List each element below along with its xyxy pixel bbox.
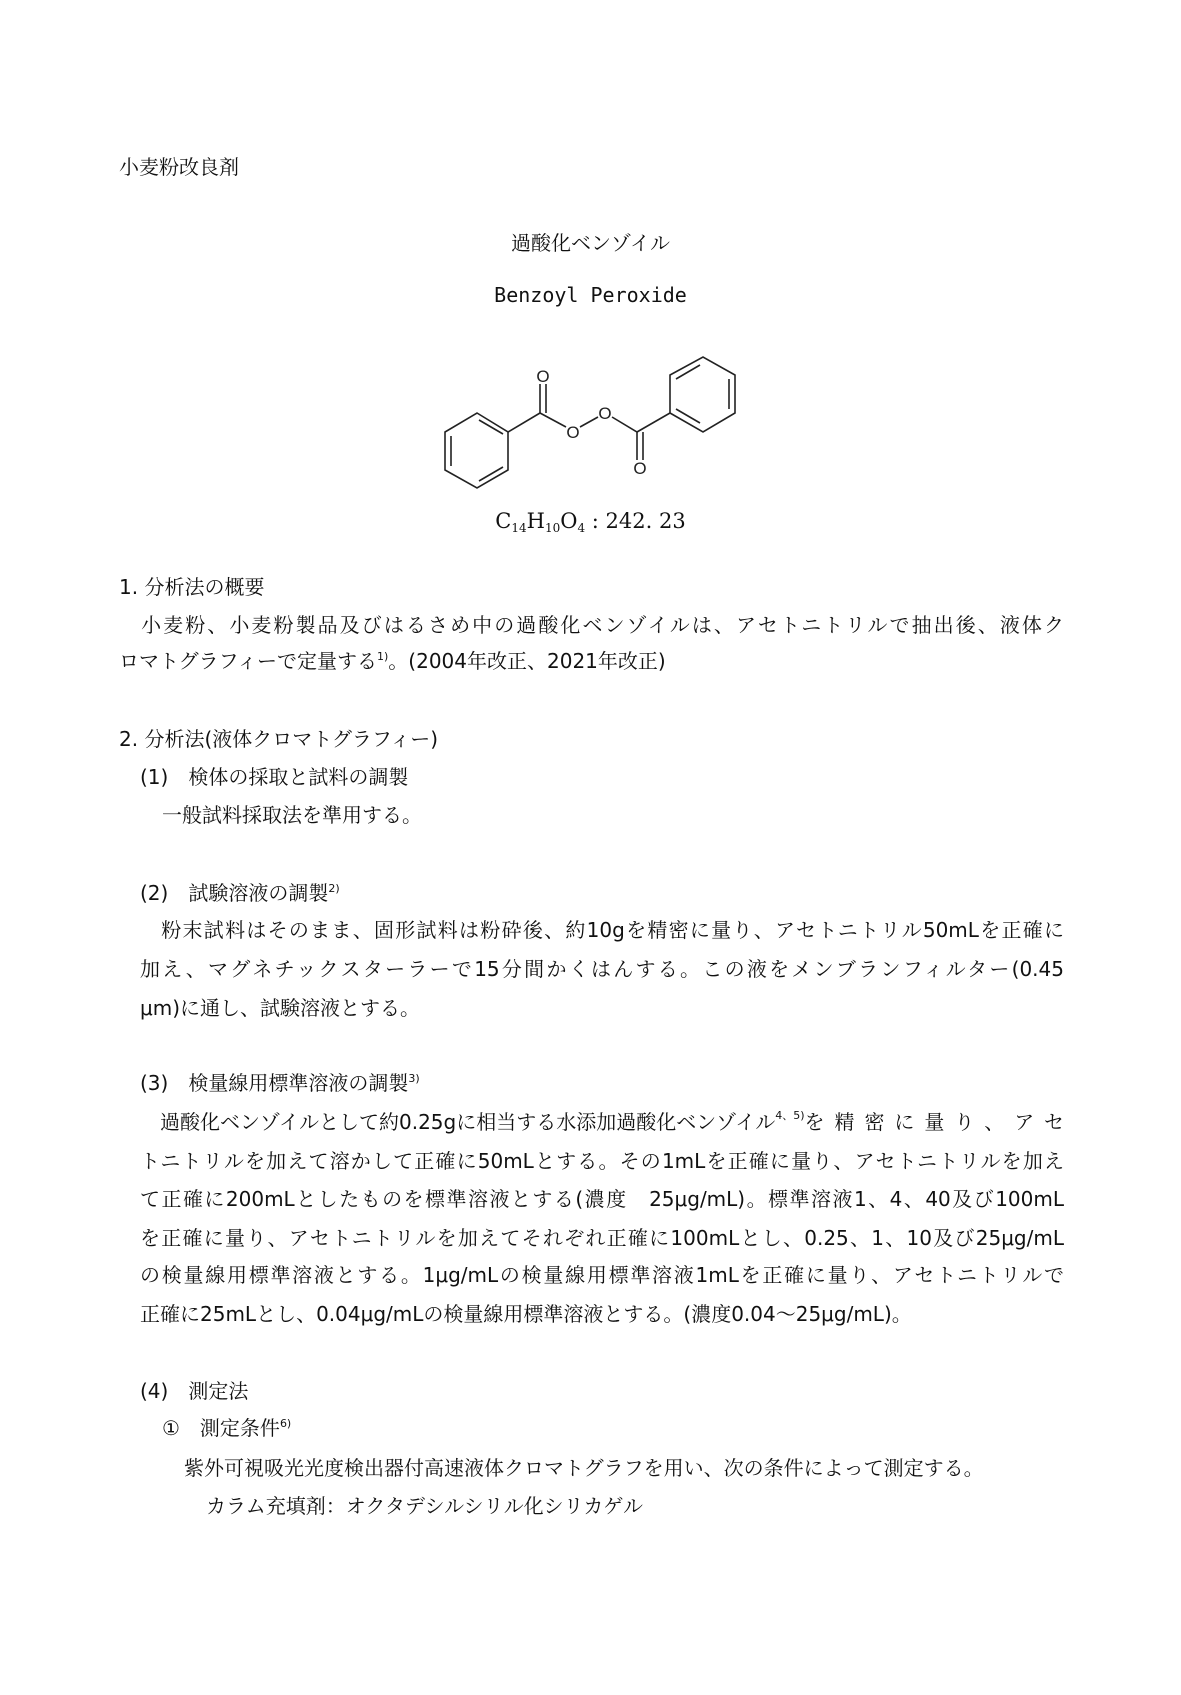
measurement-conditions-heading (162, 1415, 291, 1441)
subsection-2-text-line: 加え、マグネチックスターラーで15分間かくはんする。この液をメンブランフィルター(0.45 (140, 957, 1064, 981)
subsection-2-text-line: μm)に通し、試験溶液とする。 (140, 996, 421, 1020)
atom-label-o: O (536, 367, 550, 386)
subsection-3-text-line: トニトリルを加えて溶かして正確に50mLとする。その1mLを正確に量り、アセトニトリルを加え (140, 1149, 1064, 1173)
footnote-ref: 3) (408, 1072, 420, 1085)
text: (3) 検量線用標準溶液の調製 (140, 1071, 409, 1095)
text: ロマトグラフィーで定量する (119, 649, 377, 673)
formula-c-count: 14 (511, 521, 527, 535)
section-1-heading: 1. 分析法の概要 (119, 575, 265, 599)
formula-c: C (495, 509, 512, 533)
title-english: Benzoyl Peroxide (494, 283, 687, 307)
subsection-3-text-line: の検量線用標準溶液とする。1μg/mLの検量線用標準溶液1mLを正確に量り、アセトニトリルで (140, 1263, 1064, 1287)
text: を精密に量り、アセ (804, 1110, 1064, 1134)
formula-h-count: 10 (544, 521, 561, 535)
footnote-ref: 6) (279, 1417, 292, 1430)
category-label: 小麦粉改良剤 (119, 155, 239, 179)
subsection-3-text-line: を正確に量り、アセトニトリルを加えてそれぞれ正確に100mLとし、0.25、1、10及び25μg/mL (140, 1226, 1064, 1250)
subsection-3-text-line: 正確に25mLとし、0.04μg/mLの検量線用標準溶液とする。(濃度0.04～25μg/mL)。 (140, 1302, 912, 1326)
text: 。(2004年改正、2021年改正) (388, 649, 666, 673)
measurement-text: 紫外可視吸光光度検出器付高速液体クロマトグラフを用い、次の条件によって測定する。 (184, 1456, 984, 1480)
atom-label-o: O (566, 423, 580, 442)
molecular-formula (0, 508, 1181, 541)
formula-o-count: 4 (577, 521, 586, 535)
column-packing-text: カラム充填剤：オクタデシルシリル化シリカゲル (206, 1494, 643, 1518)
footnote-ref: 2) (328, 882, 340, 895)
subsection-3-text-line (140, 1109, 1064, 1135)
text: ① 測定条件 (162, 1416, 280, 1440)
text: (2) 試験溶液の調製 (140, 881, 329, 905)
section-2-heading: 2. 分析法(液体クロマトグラフィー) (119, 727, 439, 751)
title-japanese: 過酸化ベンゾイル (511, 231, 670, 255)
subsection-2-text-line: 粉末試料はそのまま、固形試料は粉砕後、約10gを精密に量り、アセトニトリル50mLを正確に (140, 918, 1064, 942)
subsection-3-text-line: て正確に200mLとしたものを標準溶液とする(濃度 25μg/mL)。標準溶液1、4、40及び100mL (140, 1187, 1064, 1211)
subsection-3-heading (140, 1070, 420, 1096)
section-1-text-line: 小麦粉、小麦粉製品及びはるさめ中の過酸化ベンゾイルは、アセトニトリルで抽出後、液体ク (119, 613, 1064, 637)
atom-label-o: O (598, 404, 612, 423)
text: 過酸化ベンゾイルとして約0.25gに相当する水添加過酸化ベンゾイル (140, 1110, 776, 1134)
section-1-text-line (119, 648, 666, 674)
atom-label-o: O (633, 459, 647, 478)
subsection-2-heading (140, 880, 340, 906)
subsection-4-heading: (4) 測定法 (140, 1379, 249, 1403)
subsection-1-heading: (1) 検体の採取と試料の調製 (140, 765, 409, 789)
subsection-1-text: 一般試料採取法を準用する。 (162, 803, 422, 827)
molecular-weight: : 242. 23 (585, 509, 686, 533)
footnote-ref: 4、5) (775, 1109, 805, 1122)
formula-o: O (560, 509, 578, 533)
footnote-ref: 1) (377, 650, 389, 663)
formula-h: H (526, 509, 545, 533)
